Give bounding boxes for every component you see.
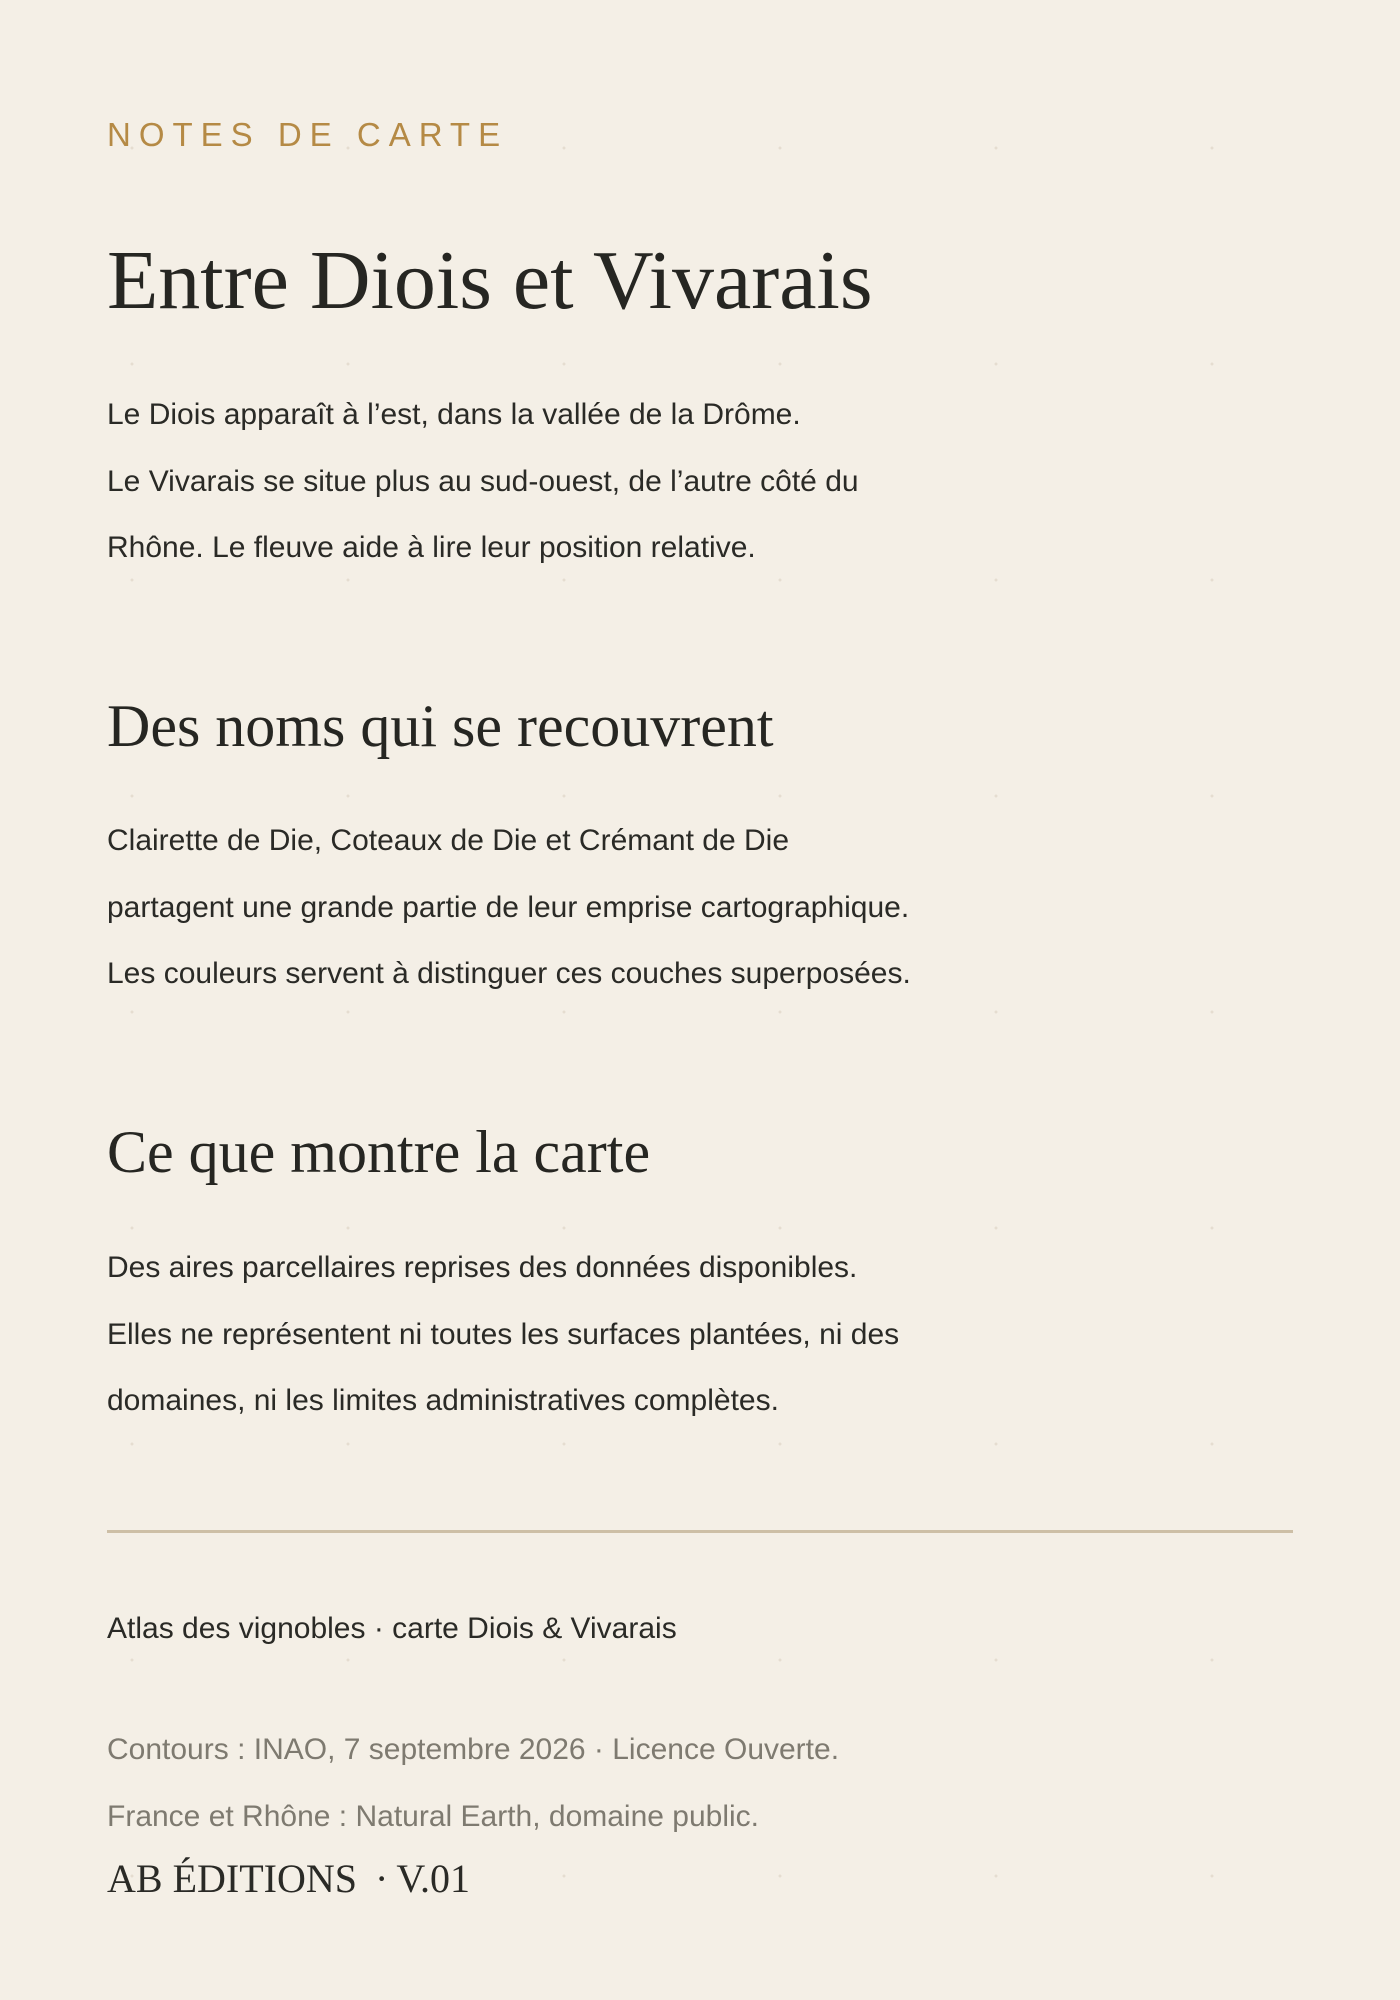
- source-credits: [107, 1716, 839, 1850]
- atlas-caption: Atlas des vignobles · carte Diois & Vivarais: [107, 1612, 677, 1645]
- intro-line: Le Diois apparaît à l’est, dans la vallée de la Drôme.: [107, 398, 801, 431]
- footer-divider: [107, 1530, 1293, 1533]
- paragraph-line: partagent une grande partie de leur emprise cartographique.: [107, 890, 910, 924]
- intro-paragraph: [107, 382, 859, 582]
- page-title: Entre Diois et Vivarais: [107, 234, 873, 327]
- paragraph-line: Les couleurs servent à distinguer ces couches superposées.: [107, 957, 911, 990]
- publisher-name: AB ÉDITIONS: [107, 1856, 357, 1901]
- intro-line: Rhône. Le fleuve aide à lire leur position relative.: [107, 531, 756, 564]
- eyebrow-label: NOTES DE CARTE: [107, 116, 509, 153]
- paragraph-line: Clairette de Die, Coteaux de Die et Crémant de Die: [107, 824, 790, 857]
- section-paragraph-overlapping-names: [107, 808, 911, 1008]
- paragraph-line: domaines, ni les limites administratives complètes.: [107, 1384, 779, 1417]
- section-title-overlapping-names: Des noms qui se recouvrent: [107, 693, 774, 759]
- section-paragraph-map-content: [107, 1235, 899, 1435]
- credit-line: Contours : INAO, 7 septembre 2026 · Licence Ouverte.: [107, 1733, 840, 1766]
- paragraph-line: Elles ne représentent ni toutes les surfaces plantées, ni des: [107, 1317, 900, 1351]
- intro-line: Le Vivarais se situe plus au sud-ouest, de l’autre côté du: [107, 464, 859, 498]
- credit-line: France et Rhône : Natural Earth, domaine public.: [107, 1800, 760, 1833]
- version-label: V.01: [396, 1856, 471, 1901]
- publisher-mark: [107, 1854, 470, 1904]
- paragraph-line: Des aires parcellaires reprises des données disponibles.: [107, 1251, 858, 1284]
- brand-separator: ·: [374, 1856, 389, 1901]
- section-title-map-content: Ce que montre la carte: [107, 1119, 651, 1185]
